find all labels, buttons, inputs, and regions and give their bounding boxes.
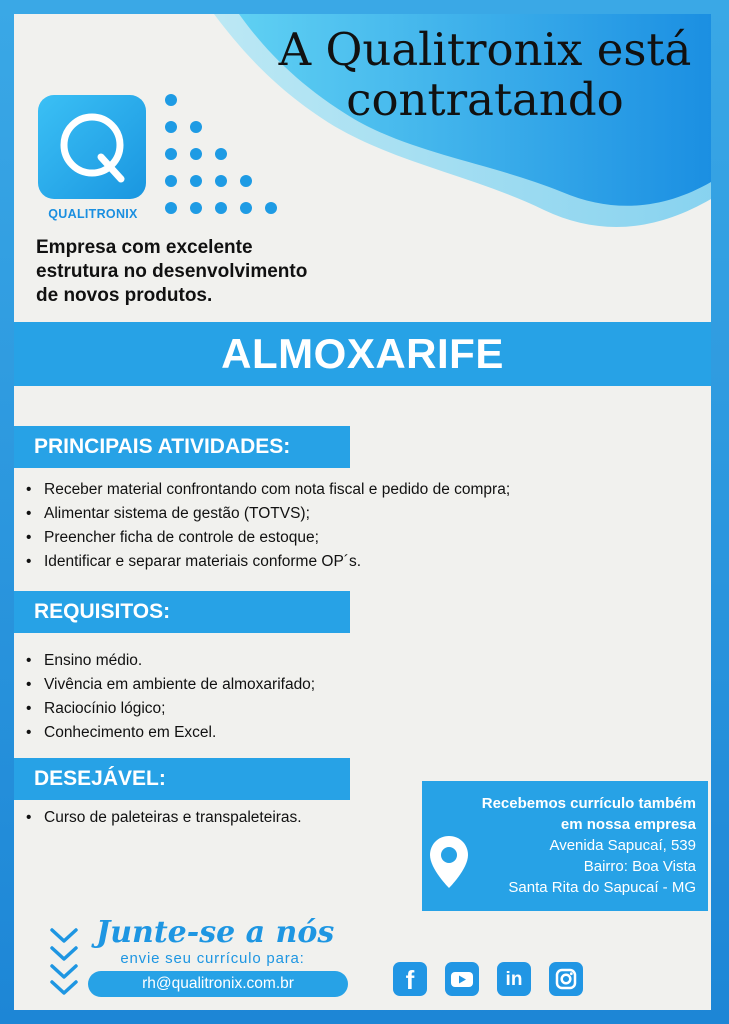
address-intro-1: Recebemos currículo também (481, 795, 696, 812)
address-intro-2: em nossa empresa (560, 816, 696, 833)
job-title-banner (14, 322, 711, 386)
list-item: • Receber material confrontando com nota fiscal e pedido de compra; (26, 481, 511, 498)
list-item: • Vivência em ambiente de almoxarifado; (26, 676, 316, 693)
facebook-icon[interactable]: f (393, 962, 427, 996)
youtube-icon[interactable] (445, 962, 479, 996)
job-title: ALMOXARIFE (221, 330, 504, 377)
cta-subtitle: envie seu currículo para: (120, 950, 305, 967)
requirements-list (24, 649, 315, 745)
list-item: • Curso de paleteiras e transpaleteiras. (26, 809, 302, 826)
cta-heading: Junte-se a nós (96, 915, 335, 950)
instagram-icon[interactable] (549, 962, 583, 996)
list-item: • Alimentar sistema de gestão (TOTVS); (26, 505, 310, 522)
list-item: • Identificar e separar materiais conforme OP´s. (26, 553, 362, 570)
list-item: • Raciocínio lógico; (26, 700, 166, 717)
desirable-title: DESEJÁVEL: (34, 767, 166, 790)
headline-line-1: A Qualitronix está (278, 23, 692, 76)
tagline-line: estrutura no desenvolvimento (36, 261, 308, 282)
desirable-header (14, 758, 350, 800)
headline (250, 25, 720, 125)
address-city: Santa Rita do Sapucaí - MG (508, 879, 696, 896)
linkedin-icon[interactable]: in (497, 962, 531, 996)
list-item: • Preencher ficha de controle de estoque; (26, 529, 319, 546)
logo-q-icon (38, 95, 146, 199)
location-pin-icon (428, 834, 470, 890)
activities-header (14, 426, 350, 468)
company-logo (38, 95, 146, 199)
chevron-down-icon (50, 926, 78, 996)
company-tagline (36, 236, 366, 308)
activities-title: PRINCIPAIS ATIVIDADES: (34, 435, 291, 458)
company-name: QUALITRONIX (48, 207, 138, 221)
address-box (422, 781, 708, 911)
tagline-line: de novos produtos. (36, 285, 213, 306)
headline-line-2: contratando (346, 73, 624, 126)
address-street: Avenida Sapucaí, 539 (549, 837, 696, 854)
activities-list (24, 478, 510, 574)
list-item: • Ensino médio. (26, 652, 143, 669)
address-district: Bairro: Boa Vista (583, 858, 696, 875)
tagline-line: Empresa com excelente (36, 237, 253, 258)
desirable-list (24, 806, 302, 830)
email-link[interactable]: rh@qualitronix.com.br (88, 971, 348, 997)
list-item: • Conhecimento em Excel. (26, 724, 217, 741)
requirements-title: REQUISITOS: (34, 600, 171, 623)
requirements-header (14, 591, 350, 633)
